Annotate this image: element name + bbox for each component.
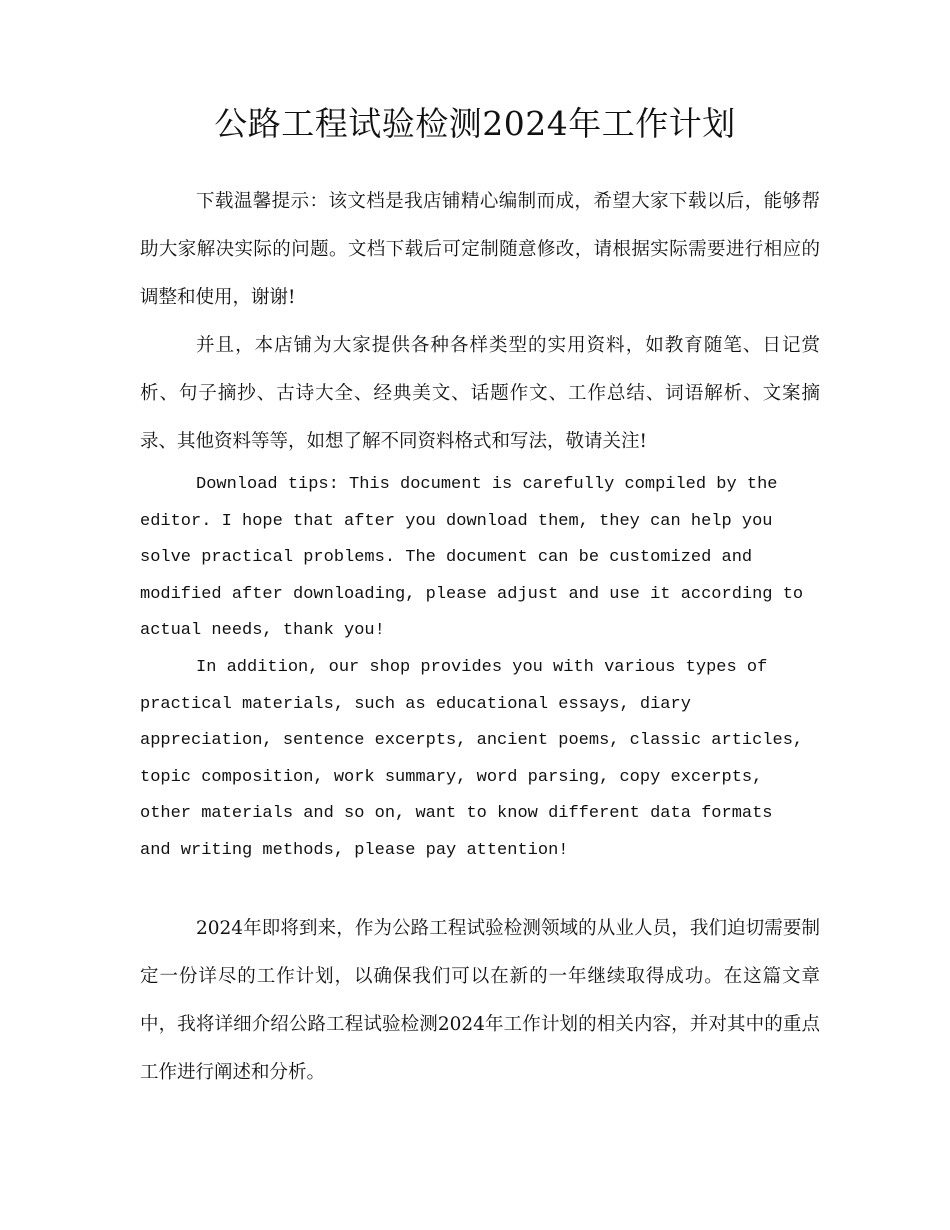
document-title: 公路工程试验检测2024年工作计划 bbox=[214, 104, 736, 143]
download-tip-paragraph-en: Download tips: This document is carefully compiled by the editor. I hope that after you download them, they can help you solve practical problems. The document can be customized and modified after downloading, please adjust and use it according to actual needs, thank you! bbox=[140, 475, 804, 641]
download-tip-paragraph-cn: 下载温馨提示：该文档是我店铺精心编制而成，希望大家下载以后，能够帮助大家解决实际的问题。文档下载后可定制随意修改，请根据实际需要进行相应的调整和使用，谢谢! bbox=[140, 191, 820, 308]
shop-materials-paragraph-en: In addition, our shop provides you with various types of practical materials, such as educational essays, diary appreciation, sentence excerpts, ancient poems, classic articles, topic composition, work summary, word parsing, copy excerpts, other materials and so on, want to know different data formats and writing methods, please pay attention! bbox=[140, 658, 804, 860]
shop-materials-paragraph-cn: 并且，本店铺为大家提供各种各样类型的实用资料，如教育随笔、日记赏析、句子摘抄、古诗大全、经典美文、话题作文、工作总结、词语解析、文案摘录、其他资料等等，如想了解不同资料格式和写法，敬请关注! bbox=[140, 335, 820, 452]
intro-paragraph: 2024年即将到来，作为公路工程试验检测领域的从业人员，我们迫切需要制定一份详尽的工作计划，以确保我们可以在新的一年继续取得成功。在这篇文章中，我将详细介绍公路工程试验检测2024年工作计划的相关内容，并对其中的重点工作进行阐述和分析。 bbox=[140, 918, 820, 1083]
